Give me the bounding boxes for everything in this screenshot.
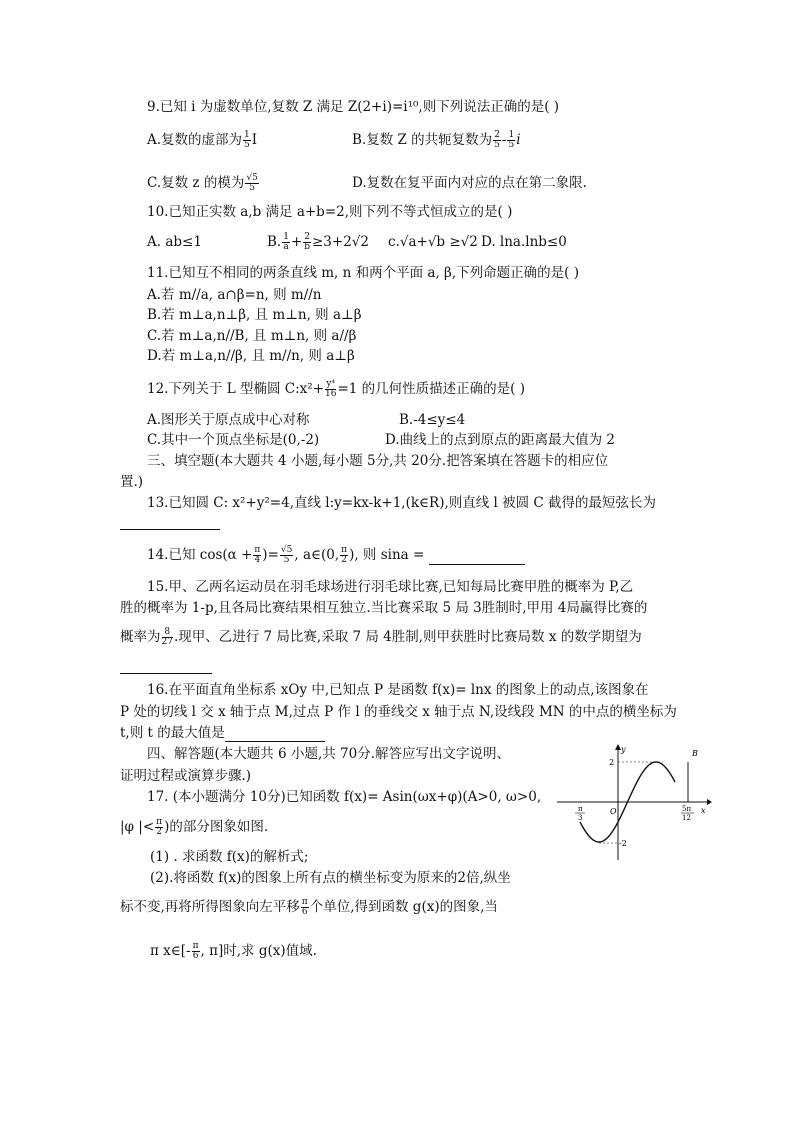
q12-option-c: C.其中一个顶点坐标是(0,-2) [147,432,320,448]
q17-part2-line2: 标不变,再将所得图象向左平移 $\frac{\pi}{6}$ 个单位,得到函数 g(x)的图象,当 [120,897,498,917]
q9-option-c: C.复数 z 的模为 $\frac{√5}{5}$ [147,173,258,193]
q15-line2: 胜的概率为 1-p,且各局比赛结果相互独立.当比赛采取 5 局 3胜制时,甲用 4局赢得比赛的 [120,600,648,616]
section4-heading-line1: 四、解答题(本大题共 6 小题,共 70分.解答应写出文字说明、 [147,746,510,762]
y-tick-bottom: -2 [619,839,627,848]
q13-answer-blank[interactable] [120,515,220,530]
q17-part2-line3: π x∈[- $\frac{\pi}{6}$ , π]时,求 g(x)值域. [150,941,317,961]
x-axis-arrow [707,799,712,805]
q14-answer-blank[interactable] [429,550,525,565]
origin-label: O [610,807,617,816]
q14-text: 14.已知 cos(α + $\frac{\pi}{4}$ )= $\frac{√5}{5}$ , a∈(0, $\frac{\pi}{2}$ ), 则 sina = [147,546,525,565]
q12-option-d: D.曲线上的点到原点的距离最大值为 2 [385,432,616,448]
q9-option-a: A.复数的虚部为 $\frac{1}{5}$ I [147,130,258,150]
section3-heading-line1: 三、填空题(本大题共 4 小题,每小题 5分,共 20分.把答案填在答题卡的相应位 [147,453,609,469]
q11-option-a: A.若 m//a, a∩β=n, 则 m//n [147,287,322,303]
x-axis-label: x [701,806,706,815]
q11-stem: 11.已知互不相同的两条直线 m, n 和两个平面 a, β,下列命题正确的是( ) [147,265,579,281]
q17-line1: 17. (本小题满分 10分)已知函数 f(x)= Asin(ωx+φ)(A>0, ω>0, [147,789,542,805]
section4-heading-line2: 证明过程或演算步骤.) [120,768,252,784]
q15-line1: 15.甲、乙两名运动员在羽毛球场进行羽毛球比赛,已知每局比赛甲胜的概率为 P,乙 [147,579,634,595]
x-tick-right-den: 12 [682,814,691,822]
q9-option-b: B.复数 Z 的共轭复数为 $\frac{2}{5}$ - $\frac{1}{5}$ i [352,130,521,150]
q12-option-a: A.图形关于原点成中心对称 [147,412,310,428]
q12-stem: 12.下列关于 L 型椭圆 C:x²+ $\frac{\text{y⁴}}{16}$ =1 的几何性质描述正确的是( ) [147,379,526,399]
q11-option-d: D.若 m⊥a,n//β, 且 m//n, 则 a⊥β [147,348,355,364]
q17-line2: |φ |< $\frac{\pi}{2}$ )的部分图象如图. [120,817,269,837]
section3-heading-line2: 置.) [120,474,144,490]
q10-stem: 10.已知正实数 a,b 满足 a+b=2,则下列不等式恒成立的是( ) [147,204,513,220]
q10-option-c: c.√a+√b ≥√2 [388,234,478,250]
x-tick-left-den: 3 [578,814,583,822]
q17-part2-line1: (2).将函数 f(x)的图象上所有点的横坐标变为原来的2倍,纵坐 [150,870,511,886]
q9-stem: 9.已知 i 为虚数单位,复数 Z 满足 Z(2+i)=i¹⁰,则下列说法正确的是( ) [147,99,560,115]
q12-option-b: B.-4≤y≤4 [399,412,466,428]
q15-answer-blank[interactable] [120,659,212,674]
q17-part1: (1) . 求函数 f(x)的解析式; [150,849,309,865]
q10-option-a: A. ab≤1 [147,234,202,250]
y-axis-label: y [621,745,626,754]
y-tick-top: 2 [609,758,615,767]
q13-text: 13.已知圆 C: x²+y²=4,直线 l:y=kx-k+1,(k∈R),则直线 l 被圆 C 截得的最短弦长为 [147,495,657,511]
peak-label: B [692,749,698,758]
x-tick-right-num: 5π [682,805,692,813]
q10-option-d: D. lna.lnb≤0 [481,234,567,250]
q15-line3: 概率为 $\frac{8}{27}$ .现甲、乙进行 7 局比赛,采取 7 局 4胜制,则甲获胜时比赛局数 x 的数学期望为 [120,627,642,647]
q10-option-b: B. $\frac{1}{a}$ + $\frac{2}{b}$ ≥3+2√2 [267,232,369,252]
q16-line1: 16.在平面直角坐标系 xOy 中,已知点 P 是函数 f(x)= lnx 的图象上的动点,该图象在 [147,682,649,698]
q16-line2: P 处的切线 l 交 x 轴于点 M,过点 P 作 l 的垂线交 x 轴于点 N,设线段 MN 的中点的横坐标为 [120,704,677,720]
q9-option-d: D.复数在复平面内对应的点在第二象限. [352,175,587,191]
q11-option-c: C.若 m⊥a,n//B, 且 m⊥n, 则 a//β [147,328,357,344]
x-tick-left-num: π [578,805,583,813]
q17-function-graph [555,742,713,864]
q16-answer-blank[interactable] [225,727,325,742]
q11-option-b: B.若 m⊥a,n⊥β, 且 m⊥n, 则 a⊥β [147,307,362,323]
q16-line3: t,则 t 的最大值是 [120,724,325,742]
